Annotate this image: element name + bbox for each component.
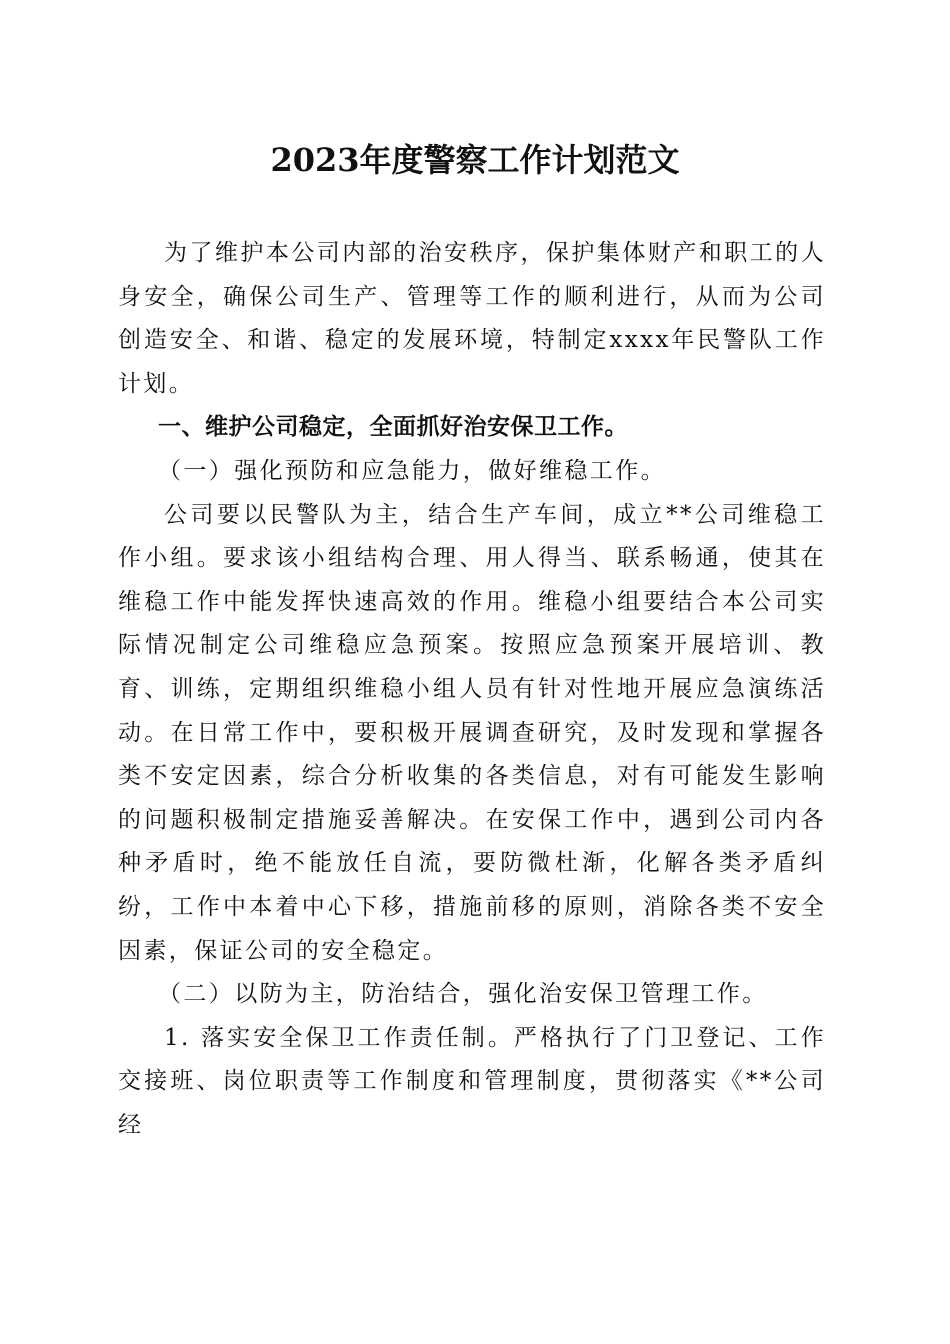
subheading-1-2: （二）以防为主，防治结合，强化治安保卫管理工作。	[158, 981, 768, 1008]
paragraph-responsibility: 1. 落实安全保卫工作责任制。严格执行了门卫登记、工作交接班、岗位职责等工作制度和管理制度，贯彻落实《**公司经	[118, 1024, 826, 1138]
paragraph-intro: 为了维护本公司内部的治安秩序，保护集体财产和职工的人身安全，确保公司生产、管理等工作的顺利进行，从而为公司创造安全、和谐、稳定的发展环境，特制定xxxx年民警队工作计划。	[118, 240, 826, 397]
heading-section-1: 一、维护公司稳定，全面抓好治安保卫工作。	[158, 414, 628, 441]
document-title: 2023年度警察工作计划范文	[270, 141, 680, 179]
paragraph-stability: 公司要以民警队为主，结合生产车间，成立**公司维稳工作小组。要求该小组结构合理、用人得当、联系畅通，使其在维稳工作中能发挥快速高效的作用。维稳小组要结合本公司实际情况制定公司维稳应急预案。按照应急预案开展培训、教育、训练，定期组织维稳小组人员有针对性地开展应急演练活动。在日常工作中，要积极开展调查研究，及时发现和掌握各类不安定因素，综合分析收集的各类信息，对有可能发生影响的问题积极制定措施妥善解决。在安保工作中，遇到公司内各种矛盾时，绝不能放任自流，要防微杜渐，化解各类矛盾纠纷，工作中本着中心下移，措施前移的原则，消除各类不安全因素，保证公司的安全稳定。	[118, 501, 826, 964]
subheading-1-1: （一）强化预防和应急能力，做好维稳工作。	[158, 457, 666, 484]
document-body	[118, 232, 826, 1147]
